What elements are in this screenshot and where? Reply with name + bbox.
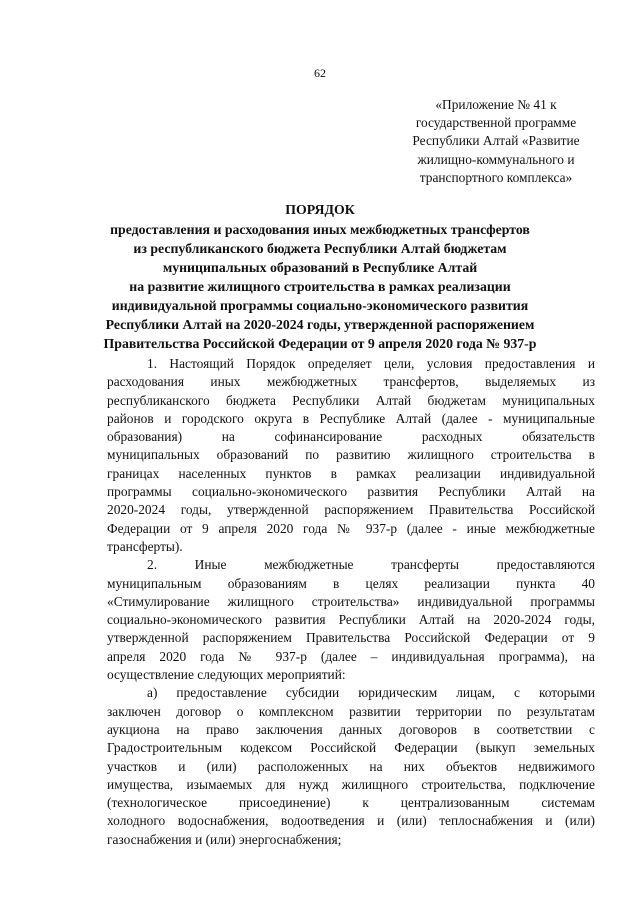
text-line: Градостроительным кодексом Российской Федерации (выкуп земельных (107, 740, 595, 756)
text-line: трансферты). (107, 538, 183, 554)
heading-line: муниципальных образований в Республике Алтай (162, 260, 478, 275)
heading-line: предоставления и расходования иных межбюджетных трансфертов (110, 222, 530, 237)
text-line: программы социально-экономического развития Республики Алтай на (107, 484, 595, 500)
paragraph-3 (107, 684, 595, 849)
appendix-line: жилищно-коммунального и (417, 151, 575, 167)
appendix-line: «Приложение № 41 к (435, 97, 557, 112)
heading-line: индивидуальной программы социально-экономического развития (111, 298, 529, 313)
paragraph-1 (107, 355, 595, 556)
text-line: образования) на софинансирование расходных обязательств (107, 429, 595, 445)
text-line: а) предоставление субсидии юридическим лицам, с которыми (147, 685, 595, 701)
paragraph-2 (107, 556, 595, 684)
text-line: 2. Иные межбюджетные трансферты предоставляются (147, 557, 595, 573)
heading-line: Республики Алтай на 2020-2024 годы, утвержденной распоряжением (105, 317, 535, 332)
text-line: апреля 2020 года № 937-р (далее – индивидуальная программа), на (107, 648, 595, 664)
text-line: районов и городского округа в Республике Алтай (далее - муниципальные (107, 410, 595, 426)
text-line: (технологическое присоединение) к централизованным системам (107, 795, 595, 811)
heading-line: Правительства Российской Федерации от 9 апреля 2020 года № 937-р (103, 336, 537, 351)
text-line: участков и (или) расположенных на них объектов недвижимого (107, 758, 595, 774)
text-line: имущества, изымаемых для нужд жилищного строительства, подключение (107, 776, 595, 792)
heading-line: на развитие жилищного строительства в рамках реализации (129, 279, 511, 294)
text-line: 2020-2024 годы, утвержденной распоряжением Правительства Российской (107, 502, 595, 518)
text-line: расходования иных межбюджетных трансфертов, выделяемых из (107, 374, 595, 390)
appendix-line: государственной программе (415, 115, 577, 131)
appendix-line: транспортного комплекса» (419, 169, 573, 185)
text-line: муниципальных образований по развитию жилищного строительства в (107, 447, 595, 463)
text-line: муниципальным образованиям в целях реализации пункта 40 (107, 575, 595, 591)
text-line: заключен договор о комплексном развитии территории по результатам (107, 703, 595, 719)
document-title: ПОРЯДОК (285, 202, 355, 217)
text-line: социально-экономического развития Республики Алтай на 2020-2024 годы, (107, 612, 595, 628)
text-line: Федерации от 9 апреля 2020 года № 937-р (далее - иные межбюджетные (107, 520, 595, 536)
text-line: утвержденной распоряжением Правительства Российской Федерации от 9 (107, 630, 595, 646)
text-line: газоснабжения и (или) энергоснабжения; (107, 831, 342, 847)
text-line: 1. Настоящий Порядок определяет цели, условия предоставления и (147, 356, 595, 371)
text-line: границах населенных пунктов в рамках реализации индивидуальной (107, 465, 595, 481)
text-line: «Стимулирование жилищного строительства» индивидуальной программы (107, 593, 595, 609)
heading-line: из республиканского бюджета Республики Алтай бюджетам (133, 241, 507, 256)
appendix-note (396, 96, 596, 187)
document-body (107, 355, 595, 849)
text-line: осуществление следующих мероприятий: (107, 667, 346, 683)
page-number: 62 (314, 66, 326, 80)
text-line: холодного водоснабжения, водоотведения и (или) теплоснабжения и (или) (107, 813, 595, 829)
appendix-line: Республики Алтай «Развитие (412, 133, 580, 149)
text-line: республиканского бюджета Республики Алтай бюджетам муниципальных (107, 392, 595, 408)
text-line: аукциона на право заключения данных договоров в соответствии с (107, 721, 595, 737)
document-heading (0, 220, 640, 353)
